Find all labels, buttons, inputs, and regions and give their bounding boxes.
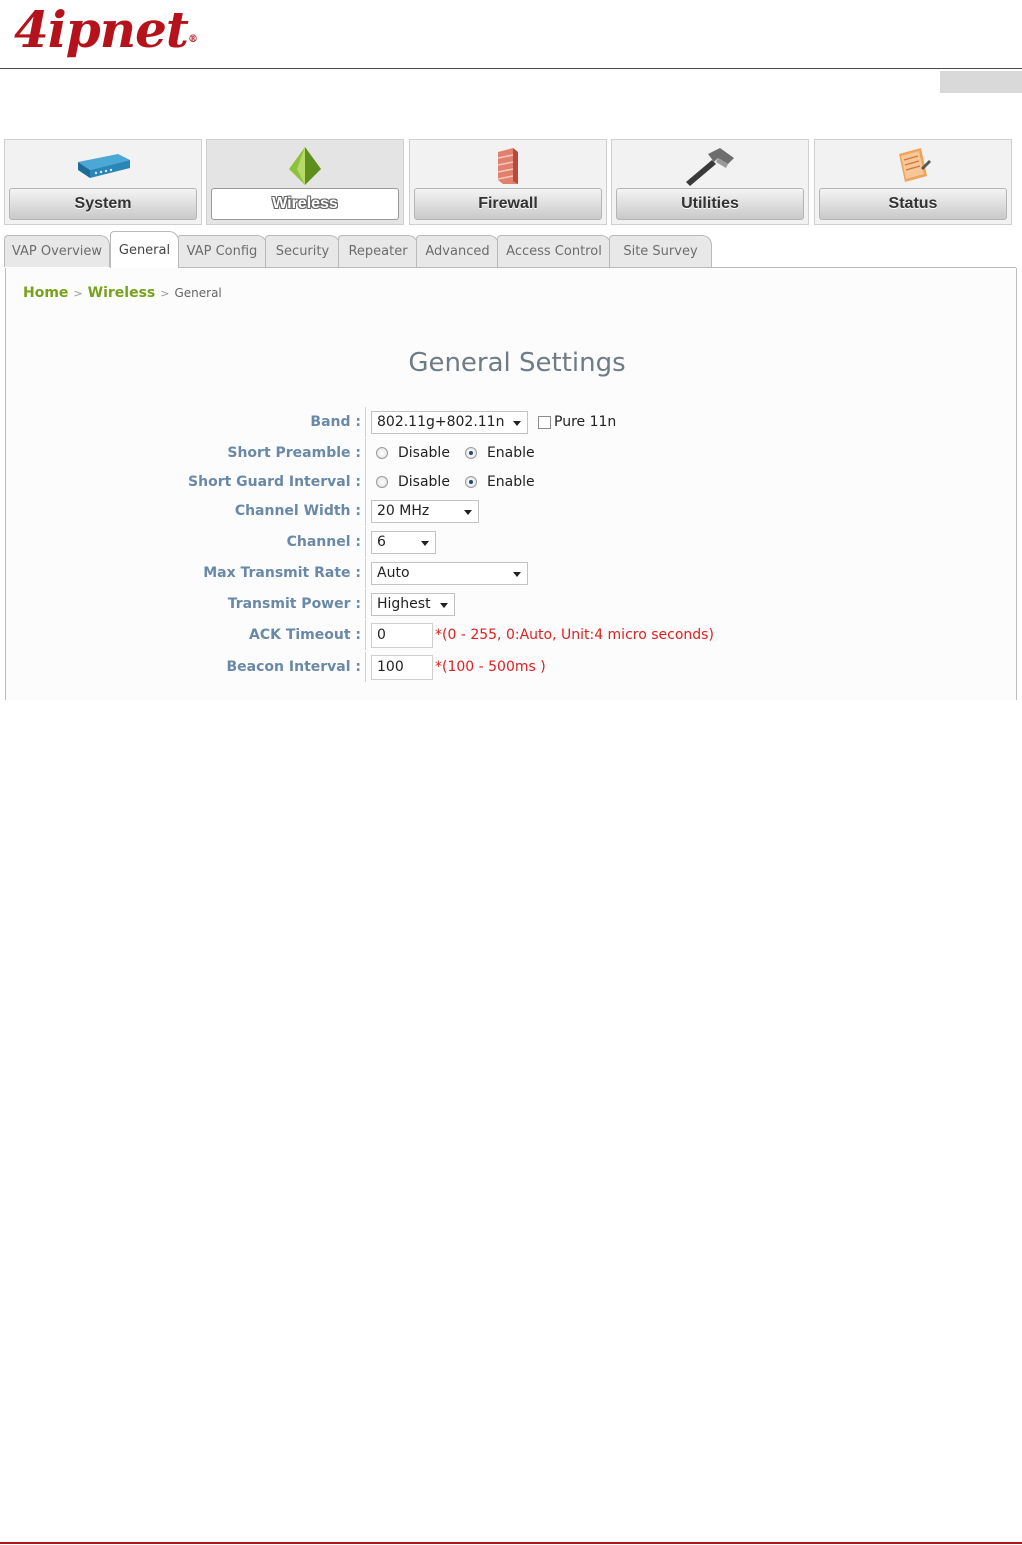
ack-timeout-row (6, 620, 1016, 650)
subtab-access-control[interactable]: Access Control (497, 235, 611, 267)
main-tab-label: Wireless (211, 188, 399, 220)
beacon-interval-hint: *(100 - 500ms ) (435, 659, 546, 675)
max-transmit-rate-select[interactable] (371, 562, 528, 585)
transmit-power-value (371, 589, 465, 619)
row-divider (365, 496, 366, 526)
channel-row (6, 527, 1016, 557)
short-preamble-enable-label: Enable (486, 445, 535, 461)
row-divider (365, 438, 366, 468)
short-preamble-disable-radio[interactable] (376, 447, 388, 459)
breadcrumb-separator: > (160, 287, 170, 300)
row-divider (365, 620, 366, 650)
wireless-pyramid-icon (207, 146, 403, 186)
main-tab-label: Firewall (414, 188, 602, 220)
chevron-down-icon (421, 541, 429, 546)
subtab-vap-config[interactable]: VAP Config (177, 235, 267, 267)
short-guard-disable-radio[interactable] (376, 476, 388, 488)
ack-timeout-input[interactable]: 0 (371, 623, 433, 648)
row-divider (365, 589, 366, 619)
main-tab-firewall[interactable] (409, 139, 607, 225)
chevron-down-icon (513, 572, 521, 577)
breadcrumb-wireless-link[interactable]: Wireless (87, 285, 156, 301)
page-title: General Settings (408, 348, 626, 378)
short-guard-interval-value (371, 467, 545, 497)
short-guard-interval-label: Short Guard Interval : (188, 474, 361, 490)
breadcrumb-separator: > (73, 287, 83, 300)
sub-navigation (4, 231, 1016, 268)
ack-timeout-hint: *(0 - 255, 0:Auto, Unit:4 micro seconds) (435, 627, 714, 643)
chevron-down-icon (464, 510, 472, 515)
short-preamble-enable-radio[interactable] (465, 447, 477, 459)
firewall-brick-icon (410, 146, 606, 186)
row-divider (365, 558, 366, 588)
footer-divider (0, 1542, 1022, 1544)
band-value (371, 407, 616, 437)
main-tab-system[interactable] (4, 139, 202, 225)
short-preamble-label: Short Preamble : (227, 445, 361, 461)
ack-timeout-label: ACK Timeout : (248, 627, 361, 643)
beacon-interval-row (6, 652, 1016, 682)
breadcrumb-current: General (174, 286, 222, 300)
pure-11n-checkbox[interactable] (538, 416, 551, 429)
subtab-security[interactable]: Security (265, 235, 340, 267)
subtab-site-survey[interactable]: Site Survey (609, 235, 712, 267)
row-divider (365, 652, 366, 682)
channel-value (371, 527, 446, 557)
company-logo (14, 2, 197, 58)
channel-width-row (6, 496, 1016, 526)
row-divider (365, 407, 366, 437)
subtab-general[interactable]: General (110, 231, 179, 268)
short-guard-interval-row (6, 467, 1016, 497)
main-tab-label: System (9, 188, 197, 220)
hammer-icon (612, 146, 808, 186)
subtab-repeater[interactable]: Repeater (338, 235, 418, 267)
pure-11n-label: Pure 11n (554, 414, 617, 430)
transmit-power-select[interactable] (371, 593, 455, 616)
notepad-icon (815, 146, 1011, 186)
logo-text: 4ipnet (14, 0, 189, 59)
band-label: Band : (310, 414, 361, 430)
band-row (6, 407, 1016, 437)
ui-screenshot (0, 136, 1022, 700)
main-tab-wireless[interactable] (206, 139, 404, 225)
channel-selected: 6 (377, 533, 386, 550)
breadcrumb-home-link[interactable]: Home (23, 285, 69, 301)
channel-width-label: Channel Width : (234, 503, 361, 519)
transmit-power-row (6, 589, 1016, 619)
beacon-interval-input[interactable]: 100 (371, 655, 433, 680)
channel-select[interactable] (371, 531, 436, 554)
ack-timeout-value (371, 620, 714, 650)
band-select[interactable] (371, 411, 528, 434)
channel-width-select[interactable] (371, 500, 479, 523)
main-navigation (4, 139, 1016, 227)
router-icon (5, 146, 201, 186)
short-preamble-value (371, 438, 545, 468)
beacon-interval-value (371, 652, 546, 682)
band-selected: 802.11g+802.11n (377, 413, 505, 430)
chevron-down-icon (440, 603, 448, 608)
beacon-interval-label: Beacon Interval : (226, 659, 361, 675)
max-transmit-rate-value (371, 558, 538, 588)
short-guard-enable-radio[interactable] (465, 476, 477, 488)
row-divider (365, 467, 366, 497)
short-guard-enable-label: Enable (486, 474, 535, 490)
short-preamble-disable-label: Disable (398, 445, 450, 461)
short-guard-disable-label: Disable (398, 474, 450, 490)
main-tab-utilities[interactable] (611, 139, 809, 225)
channel-label: Channel : (286, 534, 361, 550)
header-divider (0, 68, 1022, 69)
channel-width-value (371, 496, 489, 526)
transmit-power-label: Transmit Power : (227, 596, 361, 612)
subtab-advanced[interactable]: Advanced (416, 235, 499, 267)
main-tab-label: Status (819, 188, 1007, 220)
subtab-vap-overview[interactable]: VAP Overview (4, 235, 110, 267)
chevron-down-icon (513, 421, 521, 426)
registered-mark: ® (188, 34, 198, 45)
short-preamble-row (6, 438, 1016, 468)
main-tab-status[interactable] (814, 139, 1012, 225)
max-transmit-rate-label: Max Transmit Rate : (203, 565, 361, 581)
max-transmit-rate-row (6, 558, 1016, 588)
main-tab-label: Utilities (616, 188, 804, 220)
content-panel (5, 268, 1017, 700)
transmit-power-selected: Highest (377, 595, 431, 612)
channel-width-selected: 20 MHz (377, 502, 430, 519)
row-divider (365, 527, 366, 557)
breadcrumb (23, 285, 222, 301)
page-number-box (940, 71, 1022, 93)
max-transmit-rate-selected: Auto (377, 564, 410, 581)
